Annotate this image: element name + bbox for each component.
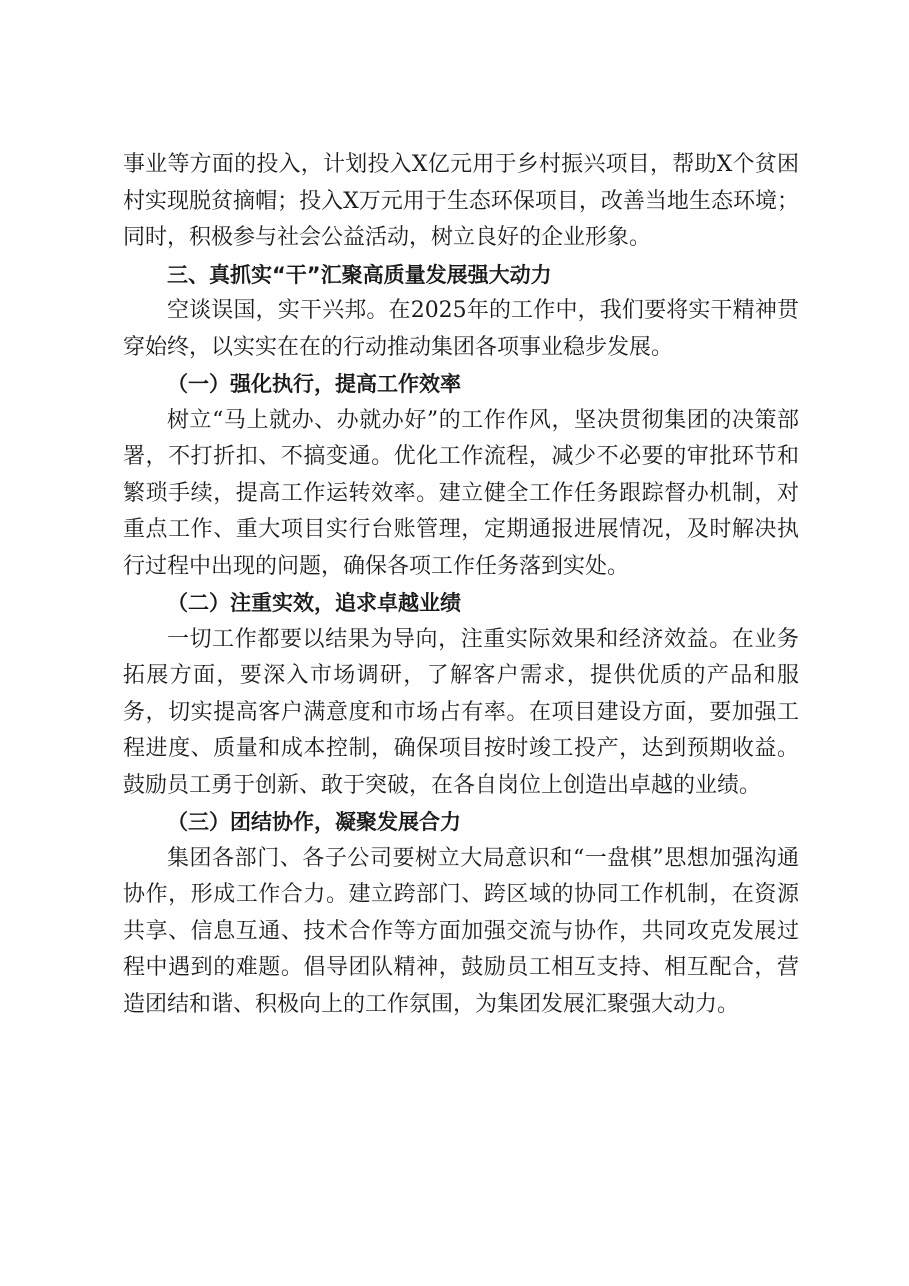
paragraph-execution: 树立“马上就办、办就办好”的工作作风，坚决贯彻集团的决策部署，不打折扣、不搞变通。优化工作流程，减少不必要的审批环节和繁琐手续，提高工作运转效率。建立健全工作任务跟踪督办机制，对重点工作、重大项目实行台账管理，定期通报进展情况，及时解决执行过程中出现的问题，确保各项工作任务落到实处。 xyxy=(123,407,799,579)
paragraph-collaboration: 集团各部门、各子公司要树立大局意识和“一盘棋”思想加强沟通协作，形成工作合力。建立跨部门、跨区域的协同工作机制，在资源共享、信息互通、技术合作等方面加强交流与协作，共同攻克发展过程中遇到的难题。倡导团队精神，鼓励员工相互支持、相互配合，营造团结和谐、积极向上的工作氛围，为集团发展汇聚强大动力。 xyxy=(123,845,799,1017)
subsection-heading-3: （三）团结协作，凝聚发展合力 xyxy=(167,809,461,834)
paragraph-continued: 事业等方面的投入，计划投入X亿元用于乡村振兴项目，帮助X个贫困村实现脱贫摘帽；投入X万元用于生态环保项目，改善当地生态环境；同时，积极参与社会公益活动，树立良好的企业形象。 xyxy=(123,152,799,250)
paragraph-results: 一切工作都要以结果为导向，注重实际效果和经济效益。在业务拓展方面，要深入市场调研，了解客户需求，提供优质的产品和服务，切实提高客户满意度和市场占有率。在项目建设方面，要加强工程进度、质量和成本控制，确保项目按时竣工投产，达到预期收益。鼓励员工勇于创新、敢于突破，在各自岗位上创造出卓越的业绩。 xyxy=(123,626,799,798)
document-body xyxy=(123,147,799,1023)
subsection-heading-1: （一）强化执行，提高工作效率 xyxy=(167,371,461,396)
subsection-heading-2: （二）注重实效，追求卓越业绩 xyxy=(167,590,461,615)
paragraph-intro: 空谈误国，实干兴邦。在2025年的工作中，我们要将实干精神贯穿始终，以实实在在的行动推动集团各项事业稳步发展。 xyxy=(123,298,799,360)
section-heading-3: 三、真抓实“干”汇聚高质量发展强大动力 xyxy=(167,262,552,287)
